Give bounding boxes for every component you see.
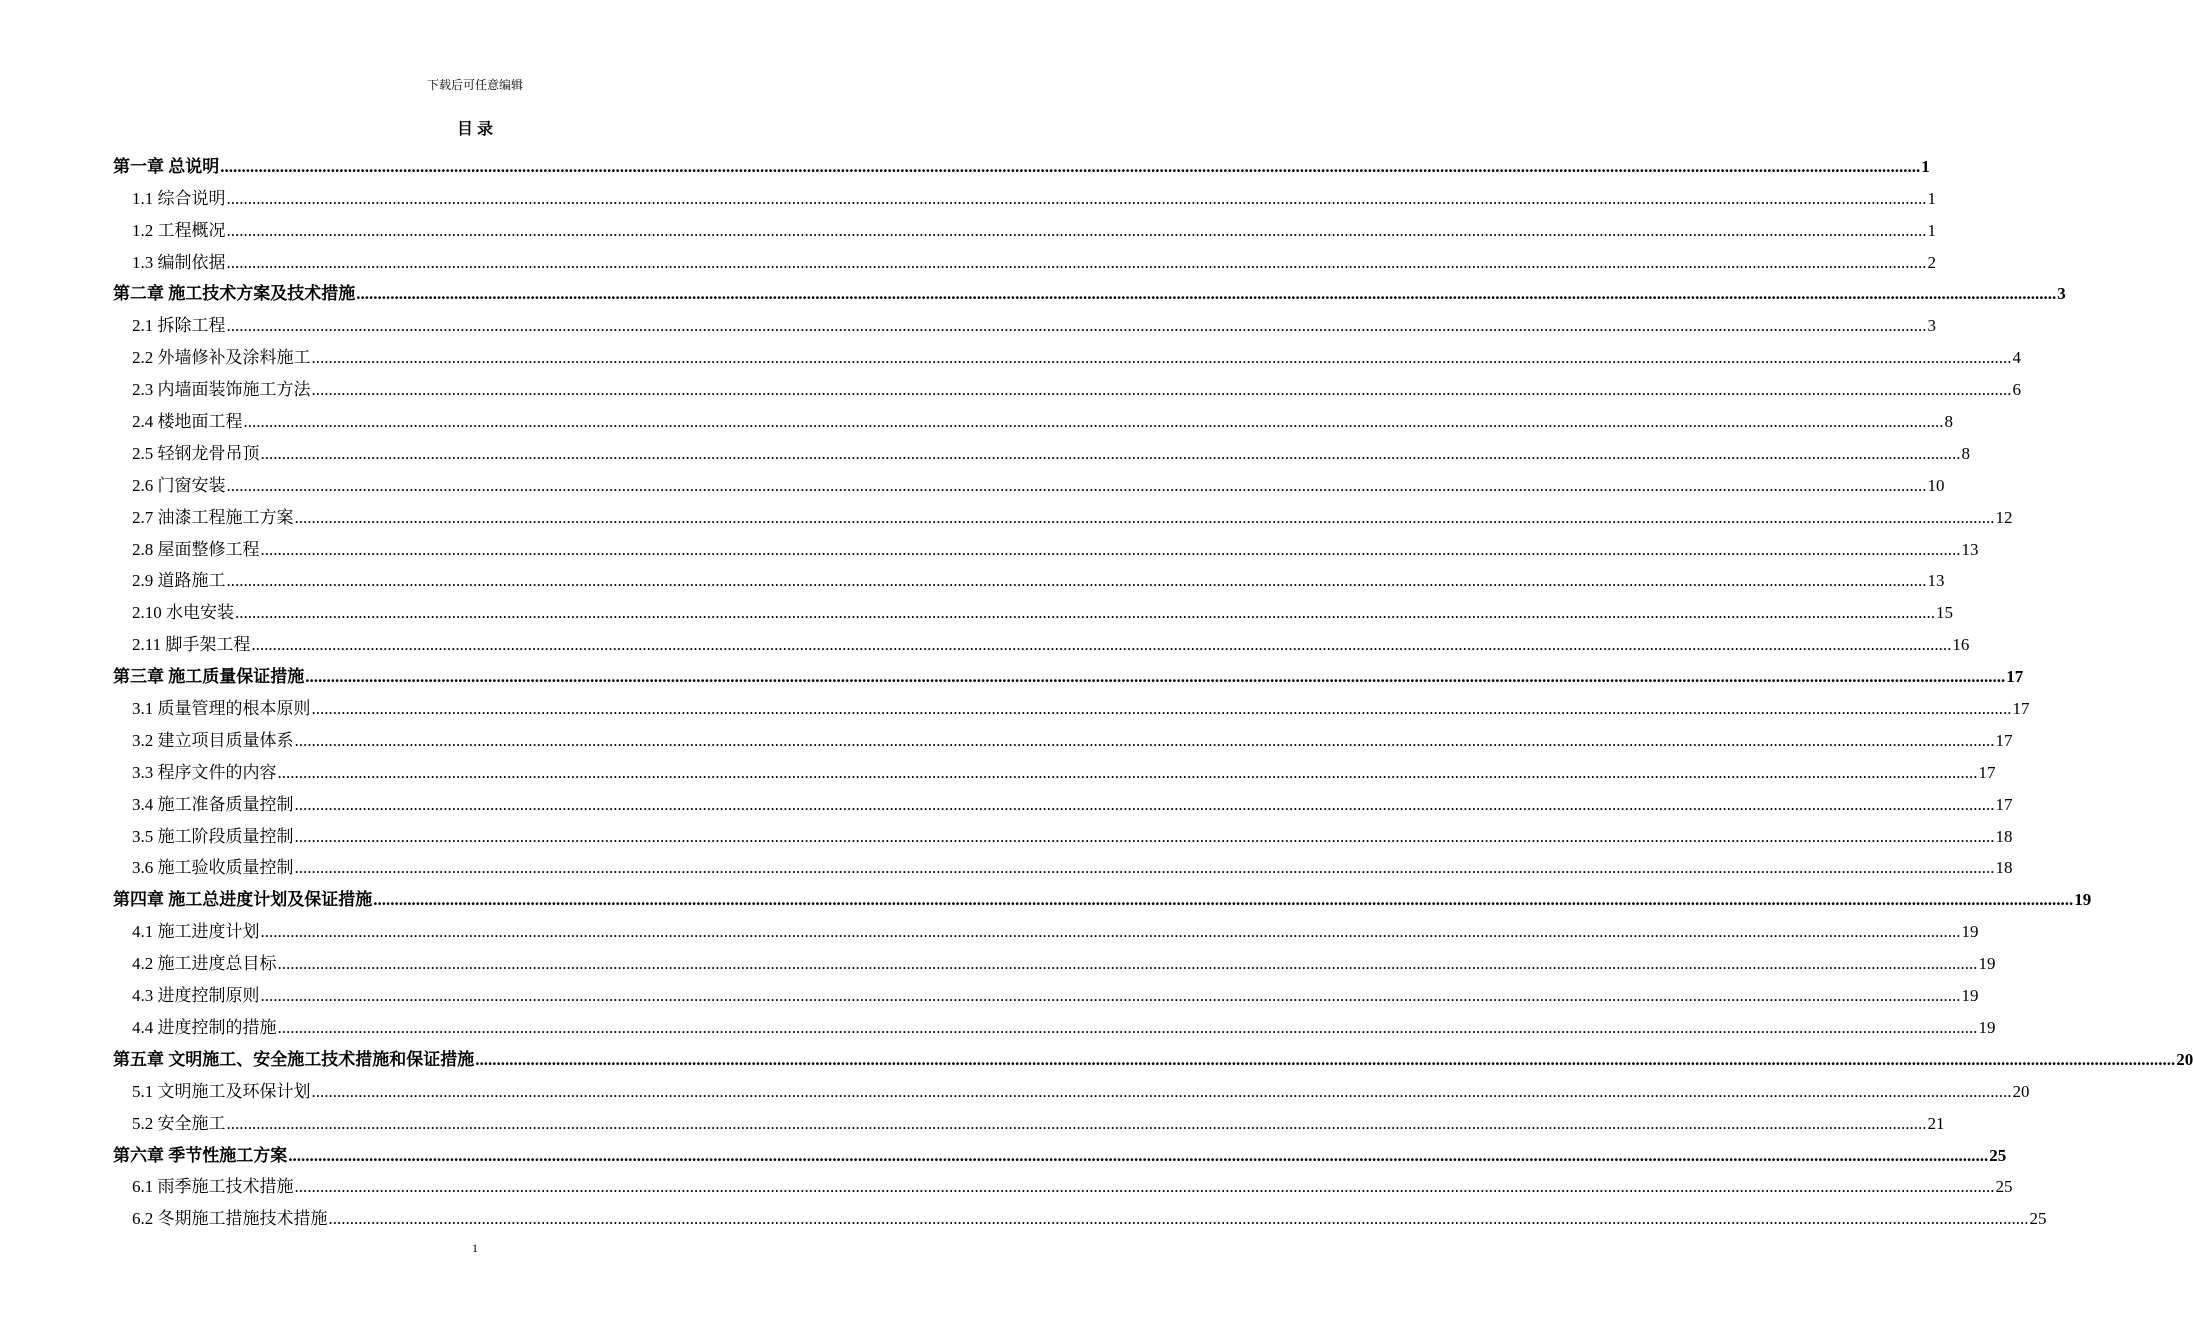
toc-section-entry[interactable]: [113, 497, 2013, 529]
toc-entry-page: 16: [1952, 635, 1970, 655]
toc-entry-title: 2.6 门窗安装: [132, 475, 226, 495]
toc-entry-page: 4: [2012, 348, 2021, 368]
toc-chapter-entry[interactable]: [113, 274, 2066, 306]
toc-entry-page: 19: [1961, 922, 1979, 942]
toc-section-entry[interactable]: [113, 911, 1979, 943]
toc-entry-title: 3.1 质量管理的根本原则: [132, 699, 311, 719]
toc-section-entry[interactable]: [113, 242, 1936, 274]
toc-entry-title: 2.7 油漆工程施工方案: [132, 507, 294, 527]
header-note: 下载后可任意编辑: [426, 78, 523, 92]
toc-entry-page: 19: [1978, 954, 1996, 974]
toc-entry-page: 25: [1989, 1145, 2007, 1165]
toc-entry-page: 2: [1927, 252, 1936, 272]
toc-section-entry[interactable]: [113, 1198, 2047, 1230]
toc-entry-title: 2.4 楼地面工程: [132, 412, 243, 432]
toc-section-entry[interactable]: [113, 178, 1936, 210]
toc-entry-title: 3.5 施工阶段质量控制: [132, 826, 294, 846]
toc-dot-leader: ................................................................................................................................................................................................................................................................................................................................................................................................................: [311, 380, 2012, 400]
toc-section-entry[interactable]: [113, 1071, 2030, 1103]
toc-dot-leader: ................................................................................................................................................................................................................................................................................................................................................................................................................: [356, 284, 2057, 304]
toc-entry-title: 4.2 施工进度总目标: [132, 954, 277, 974]
toc-entry-page: 1: [1927, 220, 1936, 240]
toc-dot-leader: ................................................................................................................................................................................................................................................................................................................................................................................................................: [226, 1113, 1927, 1133]
toc-entry-page: 20: [2012, 1081, 2030, 1101]
toc-section-entry[interactable]: [113, 624, 1970, 656]
toc-dot-leader: ................................................................................................................................................................................................................................................................................................................................................................................................................: [294, 858, 1995, 878]
toc-entry-title: 2.1 拆除工程: [132, 316, 226, 336]
toc-entry-title: 5.1 文明施工及环保计划: [132, 1081, 311, 1101]
toc-section-entry[interactable]: [113, 752, 1996, 784]
toc-dot-leader: ................................................................................................................................................................................................................................................................................................................................................................................................................: [288, 1145, 1989, 1165]
toc-section-entry[interactable]: [113, 529, 1979, 561]
toc-entry-title: 6.2 冬期施工措施技术措施: [132, 1209, 328, 1229]
toc-chapter-entry[interactable]: [113, 879, 2092, 911]
toc-entry-title: 1.2 工程概况: [132, 220, 226, 240]
toc-entry-page: 19: [1978, 1017, 1996, 1037]
toc-entry-title: 3.3 程序文件的内容: [132, 762, 277, 782]
toc-entry-title: 3.2 建立项目质量体系: [132, 730, 294, 750]
table-of-contents: [113, 146, 2193, 1230]
toc-dot-leader: ................................................................................................................................................................................................................................................................................................................................................................................................................: [294, 826, 1995, 846]
toc-section-entry[interactable]: [113, 433, 1970, 465]
toc-dot-leader: ................................................................................................................................................................................................................................................................................................................................................................................................................: [294, 794, 1995, 814]
toc-entry-title: 第五章 文明施工、安全施工技术措施和保证措施: [113, 1049, 475, 1069]
toc-entry-page: 12: [1995, 507, 2013, 527]
toc-entry-page: 3: [2057, 284, 2066, 304]
toc-dot-leader: ................................................................................................................................................................................................................................................................................................................................................................................................................: [243, 412, 1944, 432]
toc-entry-page: 18: [1995, 826, 2013, 846]
toc-section-entry[interactable]: [113, 210, 1936, 242]
toc-entry-page: 17: [1995, 794, 2013, 814]
toc-section-entry[interactable]: [113, 975, 1979, 1007]
toc-dot-leader: ................................................................................................................................................................................................................................................................................................................................................................................................................: [226, 571, 1927, 591]
toc-section-entry[interactable]: [113, 1103, 1945, 1135]
toc-entry-title: 3.4 施工准备质量控制: [132, 794, 294, 814]
toc-chapter-entry[interactable]: [113, 146, 1930, 178]
toc-dot-leader: ................................................................................................................................................................................................................................................................................................................................................................................................................: [277, 1017, 1978, 1037]
toc-entry-page: 17: [1995, 730, 2013, 750]
toc-section-entry[interactable]: [113, 592, 1953, 624]
toc-entry-title: 第一章 总说明: [113, 156, 220, 176]
toc-entry-page: 18: [1995, 858, 2013, 878]
toc-entry-page: 3: [1927, 316, 1936, 336]
toc-entry-title: 4.3 进度控制原则: [132, 986, 260, 1006]
toc-entry-title: 3.6 施工验收质量控制: [132, 858, 294, 878]
toc-section-entry[interactable]: [113, 401, 1953, 433]
toc-entry-page: 1: [1927, 188, 1936, 208]
toc-entry-page: 19: [1961, 986, 1979, 1006]
toc-dot-leader: ................................................................................................................................................................................................................................................................................................................................................................................................................: [226, 188, 1927, 208]
toc-entry-page: 21: [1927, 1113, 1945, 1133]
toc-entry-title: 2.10 水电安装: [132, 603, 234, 623]
toc-dot-leader: ................................................................................................................................................................................................................................................................................................................................................................................................................: [260, 443, 1961, 463]
toc-section-entry[interactable]: [113, 1007, 1996, 1039]
toc-dot-leader: ................................................................................................................................................................................................................................................................................................................................................................................................................: [235, 603, 1935, 623]
toc-entry-title: 6.1 雨季施工技术措施: [132, 1177, 294, 1197]
toc-dot-leader: ................................................................................................................................................................................................................................................................................................................................................................................................................: [294, 1177, 1995, 1197]
toc-dot-leader: ................................................................................................................................................................................................................................................................................................................................................................................................................: [373, 890, 2074, 910]
toc-title: 目 录: [456, 121, 493, 138]
toc-chapter-entry[interactable]: [113, 656, 2024, 688]
toc-entry-page: 25: [1995, 1177, 2013, 1197]
toc-dot-leader: ................................................................................................................................................................................................................................................................................................................................................................................................................: [311, 348, 2012, 368]
toc-entry-page: 17: [1978, 762, 1996, 782]
toc-section-entry[interactable]: [113, 561, 1945, 593]
toc-entry-title: 4.1 施工进度计划: [132, 922, 260, 942]
toc-dot-leader: ................................................................................................................................................................................................................................................................................................................................................................................................................: [328, 1209, 2029, 1229]
toc-section-entry[interactable]: [113, 1167, 2013, 1199]
toc-entry-title: 4.4 进度控制的措施: [132, 1017, 277, 1037]
toc-dot-leader: ................................................................................................................................................................................................................................................................................................................................................................................................................: [226, 316, 1927, 336]
toc-entry-title: 1.1 综合说明: [132, 188, 226, 208]
toc-section-entry[interactable]: [113, 305, 1936, 337]
toc-entry-title: 第三章 施工质量保证措施: [113, 667, 305, 687]
toc-dot-leader: ................................................................................................................................................................................................................................................................................................................................................................................................................: [277, 762, 1978, 782]
toc-entry-page: 13: [1961, 539, 1979, 559]
toc-entry-title: 第四章 施工总进度计划及保证措施: [113, 890, 373, 910]
toc-dot-leader: ................................................................................................................................................................................................................................................................................................................................................................................................................: [226, 252, 1927, 272]
toc-dot-leader: ................................................................................................................................................................................................................................................................................................................................................................................................................: [251, 635, 1952, 655]
toc-dot-leader: ................................................................................................................................................................................................................................................................................................................................................................................................................: [311, 1081, 2012, 1101]
toc-section-entry[interactable]: [113, 465, 1945, 497]
toc-entry-title: 5.2 安全施工: [132, 1113, 226, 1133]
toc-entry-title: 第六章 季节性施工方案: [113, 1145, 288, 1165]
toc-entry-page: 25: [2029, 1209, 2047, 1229]
toc-entry-page: 8: [1944, 412, 1953, 432]
toc-entry-title: 2.11 脚手架工程: [132, 635, 251, 655]
toc-entry-title: 2.9 道路施工: [132, 571, 226, 591]
toc-section-entry[interactable]: [113, 337, 2021, 369]
toc-dot-leader: ................................................................................................................................................................................................................................................................................................................................................................................................................: [220, 156, 1921, 176]
toc-entry-title: 1.3 编制依据: [132, 252, 226, 272]
toc-entry-title: 2.3 内墙面装饰施工方法: [132, 380, 311, 400]
toc-entry-page: 17: [2012, 699, 2030, 719]
toc-dot-leader: ................................................................................................................................................................................................................................................................................................................................................................................................................: [311, 699, 2012, 719]
toc-dot-leader: ................................................................................................................................................................................................................................................................................................................................................................................................................: [260, 922, 1961, 942]
toc-dot-leader: ................................................................................................................................................................................................................................................................................................................................................................................................................: [226, 220, 1927, 240]
toc-section-entry[interactable]: [113, 943, 1996, 975]
toc-entry-page: 6: [2012, 380, 2021, 400]
toc-dot-leader: ................................................................................................................................................................................................................................................................................................................................................................................................................: [294, 507, 1995, 527]
toc-entry-page: 20: [2176, 1049, 2193, 1069]
toc-chapter-entry[interactable]: [113, 1135, 2007, 1167]
toc-dot-leader: ................................................................................................................................................................................................................................................................................................................................................................................................................: [260, 539, 1961, 559]
toc-entry-title: 2.5 轻钢龙骨吊顶: [132, 443, 260, 463]
toc-entry-title: 2.2 外墙修补及涂料施工: [132, 348, 311, 368]
toc-dot-leader: ................................................................................................................................................................................................................................................................................................................................................................................................................: [305, 667, 2006, 687]
toc-entry-page: 15: [1936, 603, 1953, 623]
toc-entry-title: 第二章 施工技术方案及技术措施: [113, 284, 356, 304]
toc-dot-leader: ................................................................................................................................................................................................................................................................................................................................................................................................................: [277, 954, 1978, 974]
page-number: 1: [472, 1241, 478, 1255]
toc-dot-leader: ................................................................................................................................................................................................................................................................................................................................................................................................................: [294, 730, 1995, 750]
toc-section-entry[interactable]: [113, 784, 2013, 816]
toc-entry-page: 19: [2074, 890, 2092, 910]
toc-chapter-entry[interactable]: [113, 1039, 2193, 1071]
toc-section-entry[interactable]: [113, 369, 2021, 401]
toc-dot-leader: ................................................................................................................................................................................................................................................................................................................................................................................................................: [226, 475, 1927, 495]
toc-entry-page: 1: [1921, 156, 1930, 176]
toc-section-entry[interactable]: [113, 848, 2013, 880]
toc-entry-page: 8: [1961, 443, 1970, 463]
toc-dot-leader: ................................................................................................................................................................................................................................................................................................................................................................................................................: [260, 986, 1961, 1006]
toc-entry-title: 2.8 屋面整修工程: [132, 539, 260, 559]
toc-entry-page: 13: [1927, 571, 1945, 591]
toc-section-entry[interactable]: [113, 720, 2013, 752]
toc-section-entry[interactable]: [113, 816, 2013, 848]
toc-section-entry[interactable]: [113, 688, 2030, 720]
toc-entry-page: 10: [1927, 475, 1945, 495]
toc-dot-leader: ................................................................................................................................................................................................................................................................................................................................................................................................................: [475, 1049, 2176, 1069]
toc-entry-page: 17: [2006, 667, 2024, 687]
